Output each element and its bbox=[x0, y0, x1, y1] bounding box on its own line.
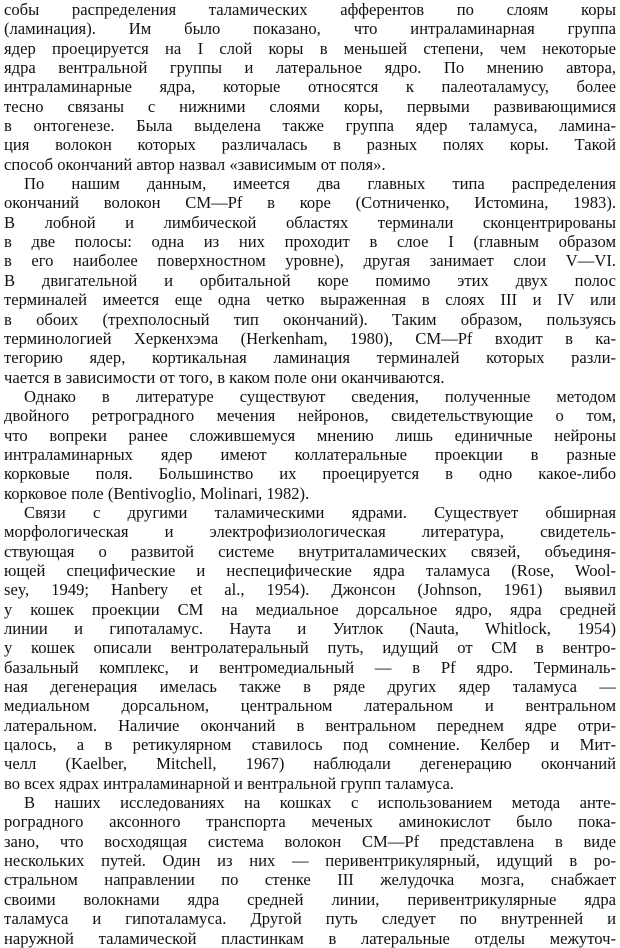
text-line: sey, 1949; Hanbery et al., 1954). Джонсон (Johnson, 1961) выявил bbox=[4, 580, 616, 600]
text-line: терминологией Херкенхэма (Herkenham, 1980), CM—Pf входит в ка- bbox=[4, 328, 616, 348]
text-line: Однако в литературе существуют сведения, полученные методом bbox=[24, 386, 616, 406]
text-line: наружной таламической пластинкам в латеральные отделы межуточ- bbox=[4, 928, 616, 948]
text-line: нескольких путей. Один из них — перивентрикулярный, идущий в ро- bbox=[4, 851, 616, 871]
text-line: ядер проецируется на I слой коры в меньшей степени, чем некоторые bbox=[4, 38, 616, 58]
text-line: тесно связаны с нижними слоями коры, первыми развивающимися bbox=[4, 96, 616, 116]
text-line: в онтогенезе. Была выделена также группа ядер таламуса, ламина- bbox=[4, 116, 616, 136]
text-line: у кошек проекции CM на медиальное дорсальное ядро, ядра средней bbox=[4, 599, 616, 619]
text-line: своими волокнами ядра средней линии, перивентрикулярные ядра bbox=[4, 889, 616, 909]
text-line: в обоих (трехполосный тип окончаний). Таким образом, пользуясь bbox=[4, 309, 616, 329]
text-line: В двигательной и орбитальной коре помимо этих двух полос bbox=[4, 270, 616, 290]
text-line: По нашим данным, имеется два главных типа распределения bbox=[24, 174, 616, 194]
text-line: интраламинарных ядер имеют коллатеральные проекции в разные bbox=[4, 444, 616, 464]
text-line: Связи с другими таламическими ядрами. Существует обширная bbox=[24, 502, 616, 522]
text-line: морфологическая и электрофизиологическая литература, свидетель- bbox=[4, 522, 616, 542]
text-line: зано, что восходящая система волокон CM—Pf представлена в виде bbox=[4, 831, 616, 851]
text-line: тегорию ядер, кортикальная ламинация терминалей которых разли- bbox=[4, 348, 616, 368]
text-line: у кошек описали вентролатеральный путь, идущий от CM в вентро- bbox=[4, 638, 616, 658]
text-line: что вопреки ранее сложившемуся мнению лишь единичные нейроны bbox=[4, 425, 616, 445]
text-line: цалось, а в ретикулярном ставилось под сомнение. Келбер и Мит- bbox=[4, 735, 616, 755]
text-line: корковое поле (Bentivoglio, Molinari, 1982). bbox=[4, 483, 310, 503]
text-line: ядра вентральной группы и латеральное ядро. По мнению автора, bbox=[4, 58, 616, 78]
text-line: двойного ретроградного мечения нейронов, свидетельствующие о том, bbox=[4, 406, 616, 426]
text-line: В наших исследованиях на кошках с использованием метода анте- bbox=[24, 793, 616, 813]
text-line: ция волокон которых различалась в разных полях коры. Такой bbox=[4, 135, 616, 155]
text-line: медиальном дорсальном, центральном латеральном и вентральном bbox=[4, 696, 616, 716]
text-line: корковые поля. Большинство их проецируется в одно какое-либо bbox=[4, 464, 616, 484]
text-line: линии и гипоталамус. Наута и Уитлок (Nauta, Whitlock, 1954) bbox=[4, 619, 616, 638]
text-line: челл (Kaelber, Mitchell, 1967) наблюдали дегенерацию окончаний bbox=[4, 754, 616, 774]
text-line: в его наиболее поверхностном уровне), другая занимает слои V—VI. bbox=[4, 251, 616, 271]
text-line: ствующая о развитой системе внутриталамических связей, объединя- bbox=[4, 541, 616, 561]
text-line: способ окончаний автор назвал «зависимым от поля». bbox=[4, 154, 386, 174]
text-line: во всех ядрах интраламинарной и вентральной групп таламуса. bbox=[4, 773, 454, 793]
text-line: роградного аксонного транспорта меченых аминокислот было пока- bbox=[4, 812, 616, 832]
text-line: в две полосы: одна из них проходит в слое I (главным образом bbox=[4, 232, 616, 252]
text-line: окончаний волокон CM—Pf в коре (Сотниченко, Истомина, 1983). bbox=[4, 193, 616, 213]
text-line: чается в зависимости от того, в каком поле они оканчиваются. bbox=[4, 367, 445, 387]
text-line: интраламинарные ядра, которые относятся к палеоталамусу, более bbox=[4, 77, 616, 97]
text-line: (ламинация). Им было показано, что интраламинарная группа bbox=[4, 19, 616, 39]
text-line: стральном направлении по стенке III желудочка мозга, снабжает bbox=[4, 870, 616, 890]
text-line: ющей специфические и неспецифические ядра таламуса (Rose, Wool- bbox=[4, 560, 616, 580]
text-line: латеральном. Наличие окончаний в вентральном переднем ядре отри- bbox=[4, 715, 616, 735]
text-line: таламуса и гипоталамуса. Другой путь следует по внутренней и bbox=[4, 909, 616, 929]
text-line: терминалей имеется еще одна четко выраженная в слоях III и IV или bbox=[4, 290, 616, 310]
text-line: В лобной и лимбической областях терминали сконцентрированы bbox=[4, 212, 616, 232]
text-line: собы распределения таламических афферентов по слоям коры bbox=[4, 0, 616, 19]
text-line: ная дегенерация имелась также в ряде других ядер таламуса — bbox=[4, 677, 616, 697]
text-line: базальный комплекс, и вентромедиальный — в Pf ядро. Терминаль- bbox=[4, 657, 616, 677]
